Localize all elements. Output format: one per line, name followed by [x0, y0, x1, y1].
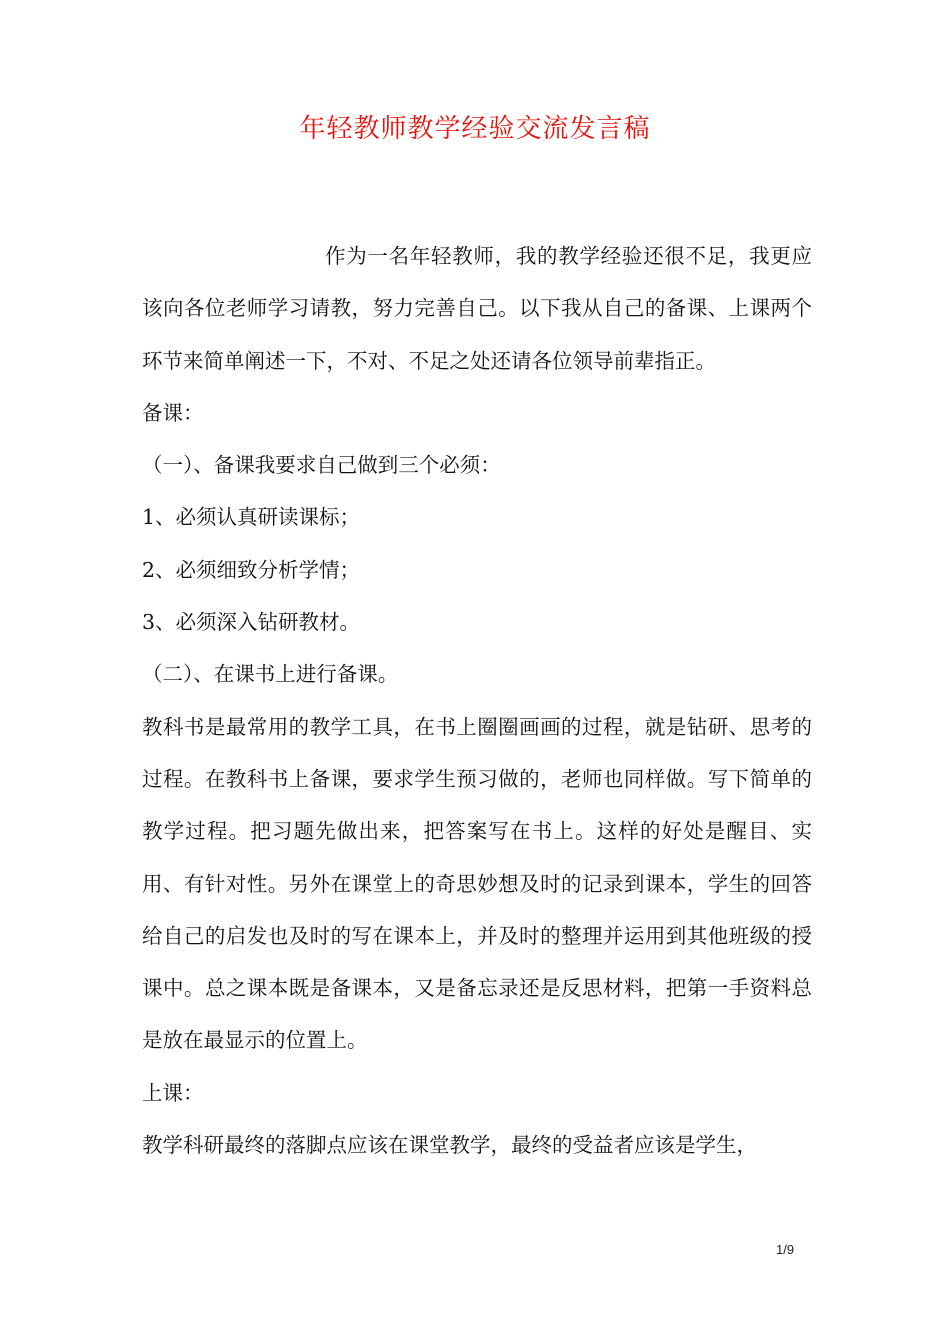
section-heading-class: 上课： [142, 1080, 204, 1105]
list-item: 3、必须深入钻研教材。 [142, 610, 361, 635]
section-heading-lesson-prep: 备课： [142, 400, 204, 425]
document-title: 年轻教师教学经验交流发言稿 [299, 114, 651, 144]
body-paragraph: 教科书是最常用的教学工具，在书上圈圈画画的过程，就是钻研、思考的过程。在教科书上备课，要求学生预习做的，老师也同样做。写下简单的教学过程。把习题先做出来，把答案写在书上。这样的好处是醒目、实用、有针对性。另外在课堂上的奇思妙想及时的记录到课本，学生的回答给自己的启发也及时的写在课本上，并及时的整理并运用到其他班级的授课中。总之课本既是备课本，又是备忘录还是反思材料，把第一手资料总是放在最显示的位置上。 [142, 714, 812, 1053]
list-item: 2、必须细致分析学情； [142, 557, 361, 582]
document-body [142, 230, 812, 1171]
subsection-heading-1: （一）、备课我要求自己做到三个必须： [142, 453, 501, 478]
body-paragraph: 教学科研最终的落脚点应该在课堂教学，最终的受益者应该是学生， [142, 1133, 757, 1158]
intro-paragraph: 作为一名年轻教师，我的教学经验还很不足，我更应该向各位老师学习请教，努力完善自己。以下我从自己的备课、上课两个环节来简单阐述一下，不对、不足之处还请各位领导前辈指正。 [142, 244, 812, 373]
list-item: 1、必须认真研读课标； [142, 505, 361, 530]
page-number: 1/9 [776, 1242, 795, 1257]
subsection-heading-2: （二）、在课书上进行备课。 [142, 662, 399, 687]
